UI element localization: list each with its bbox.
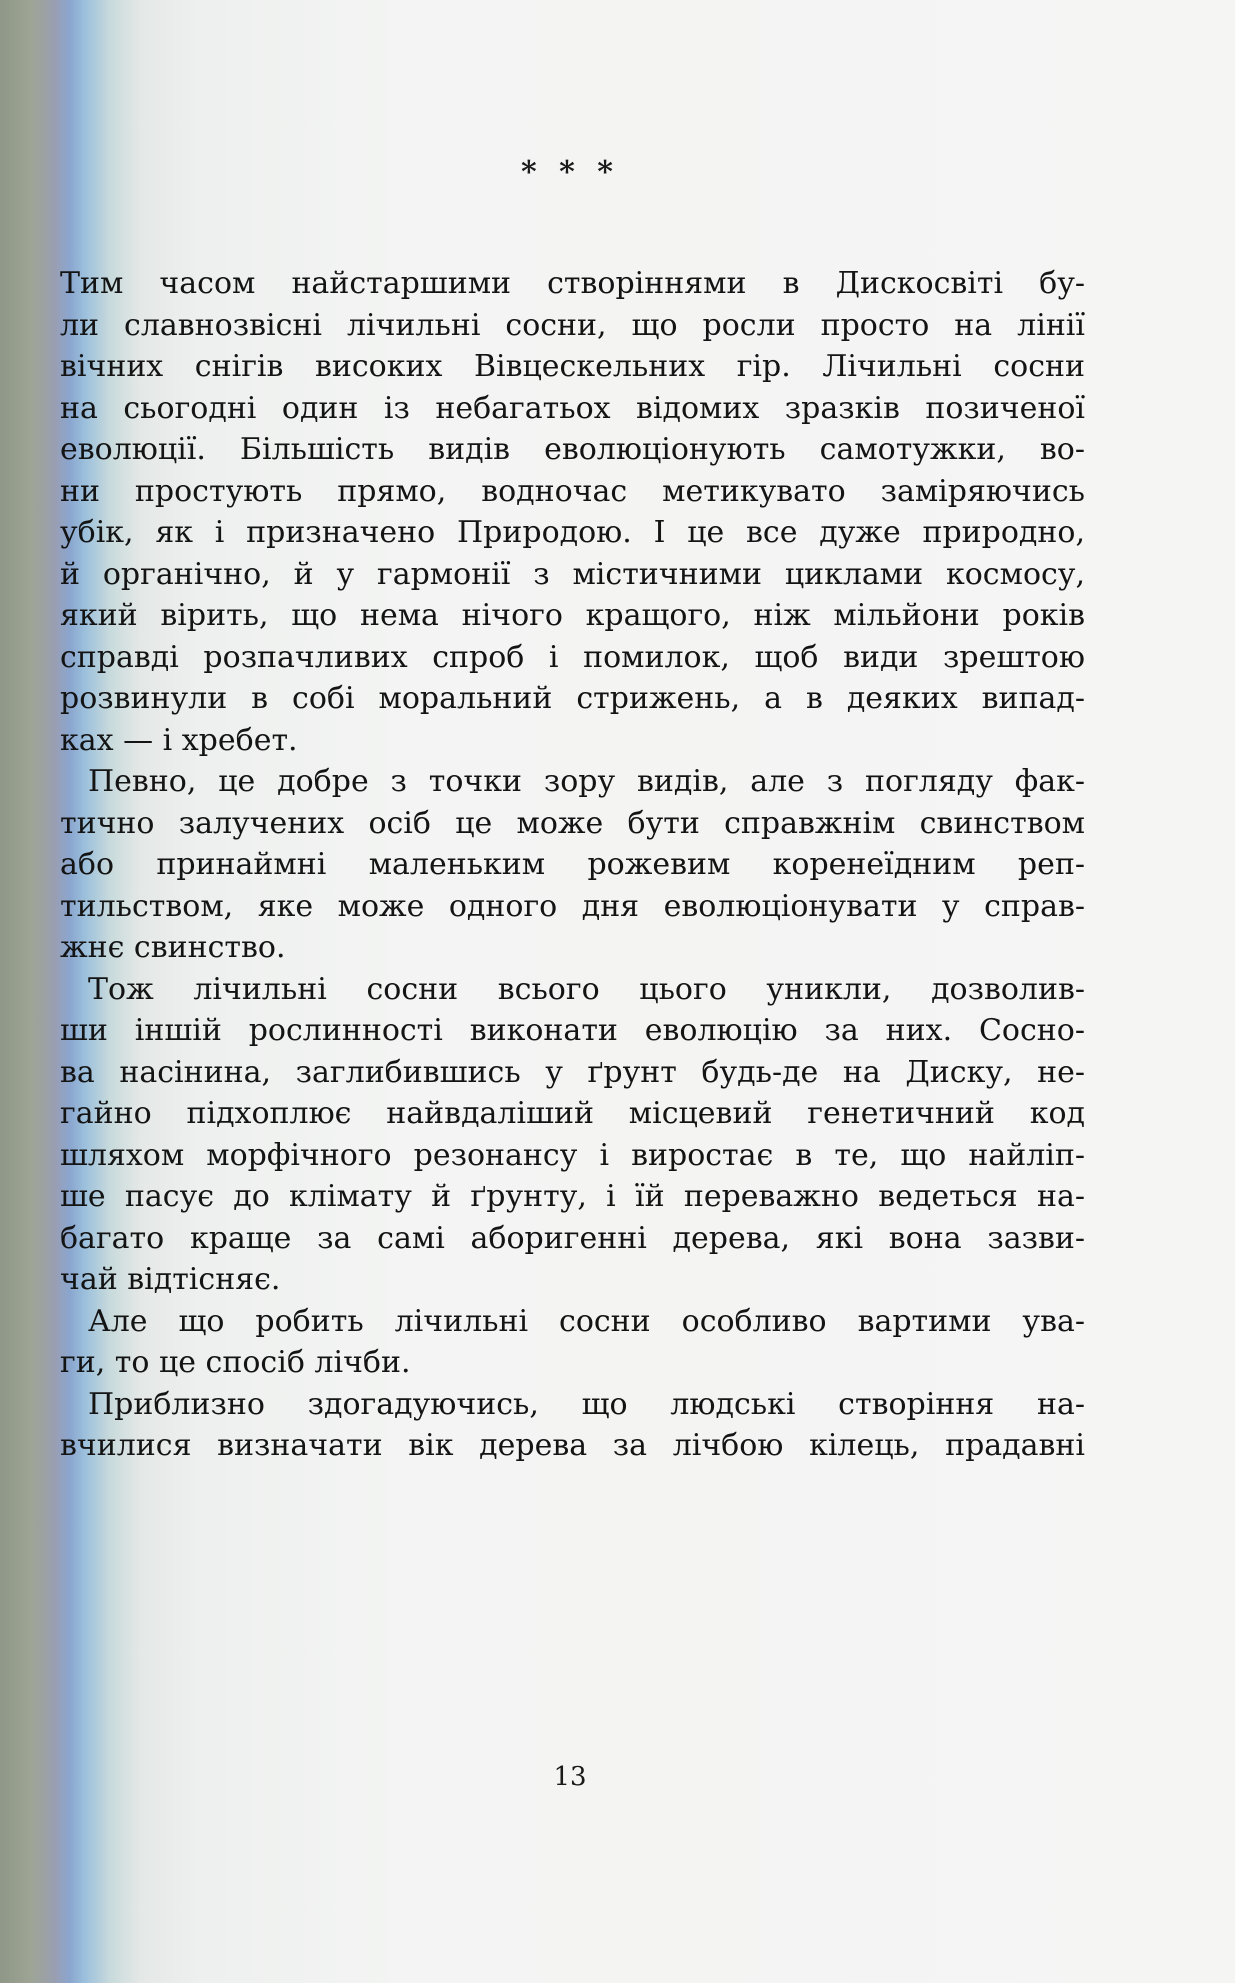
text-line: ках — і хребет. — [60, 722, 298, 758]
text-line: або принаймні маленьким рожевим коренеїдним реп- — [60, 847, 1085, 882]
paragraph-3 — [60, 969, 1085, 1301]
text-line: ва насінина, заглибившись у ґрунт будь-де на Диску, не- — [60, 1054, 1085, 1090]
text-line: який вірить, що нема нічого кращого, ніж мільйони років — [60, 598, 1085, 633]
page-number: 13 — [553, 1762, 587, 1792]
paragraph-2 — [60, 761, 1085, 969]
text-line: жнє свинство. — [60, 930, 286, 965]
text-line: Але що робить лічильні сосни особливо вартими ува- — [88, 1303, 1085, 1339]
text-line: багато краще за самі аборигенні дерева, які вона зазви- — [60, 1220, 1085, 1256]
text-line: гайно підхоплює найвдаліший місцевий генетичний код — [60, 1096, 1085, 1131]
text-line: й органічно, й у гармонії з містичними циклами космосу, — [60, 556, 1085, 592]
text-line: ги, то це спосіб лічби. — [60, 1345, 411, 1380]
text-line: ши іншій рослинності виконати еволюцію за них. Сосно- — [60, 1013, 1085, 1048]
text-line: чай відтісняє. — [60, 1262, 281, 1297]
text-line: розвинули в собі моральний стрижень, а в деяких випад- — [60, 681, 1085, 716]
paragraph-1 — [60, 263, 1085, 761]
text-line: ше пасує до клімату й ґрунту, і їй переважно ведеться на- — [60, 1179, 1085, 1214]
text-line: вчилися визначати вік дерева за лічбою кілець, прадавні — [60, 1428, 1085, 1463]
text-line: убік, як і призначено Природою. І це все дуже природно, — [60, 515, 1085, 550]
text-line: тильством, яке може одного дня еволюціонувати у справ- — [60, 888, 1085, 924]
section-separator: * * * — [521, 155, 619, 190]
text-line: Певно, це добре з точки зору видів, але з погляду фак- — [88, 764, 1085, 799]
text-line: шляхом морфічного резонансу і виростає в те, що найліп- — [60, 1137, 1085, 1173]
paragraph-5 — [60, 1384, 1085, 1467]
text-line: Тож лічильні сосни всього цього уникли, дозволив- — [88, 971, 1085, 1007]
paragraph-4 — [60, 1301, 1085, 1384]
text-line: справді розпачливих спроб і помилок, щоб види зрештою — [60, 639, 1085, 675]
text-line: ли славнозвісні лічильні сосни, що росли просто на лінії — [60, 307, 1085, 343]
text-line: Тим часом найстаршими створіннями в Дискосвіті бу- — [60, 266, 1085, 301]
text-line: ни простують прямо, водночас метикувато заміряючись — [60, 473, 1085, 509]
text-line: тично залучених осіб це може бути справжнім свинством — [60, 805, 1085, 841]
text-line: вічних снігів високих Вівцескельних гір. Лічильні сосни — [60, 349, 1085, 384]
body-text — [60, 263, 1085, 1467]
text-line: на сьогодні один із небагатьох відомих зразків позиченої — [60, 390, 1085, 426]
text-line: Приблизно здогадуючись, що людські створіння на- — [88, 1386, 1085, 1422]
text-line: еволюції. Більшість видів еволюціонують самотужки, во- — [60, 432, 1085, 467]
spine-shadow — [0, 0, 60, 1983]
